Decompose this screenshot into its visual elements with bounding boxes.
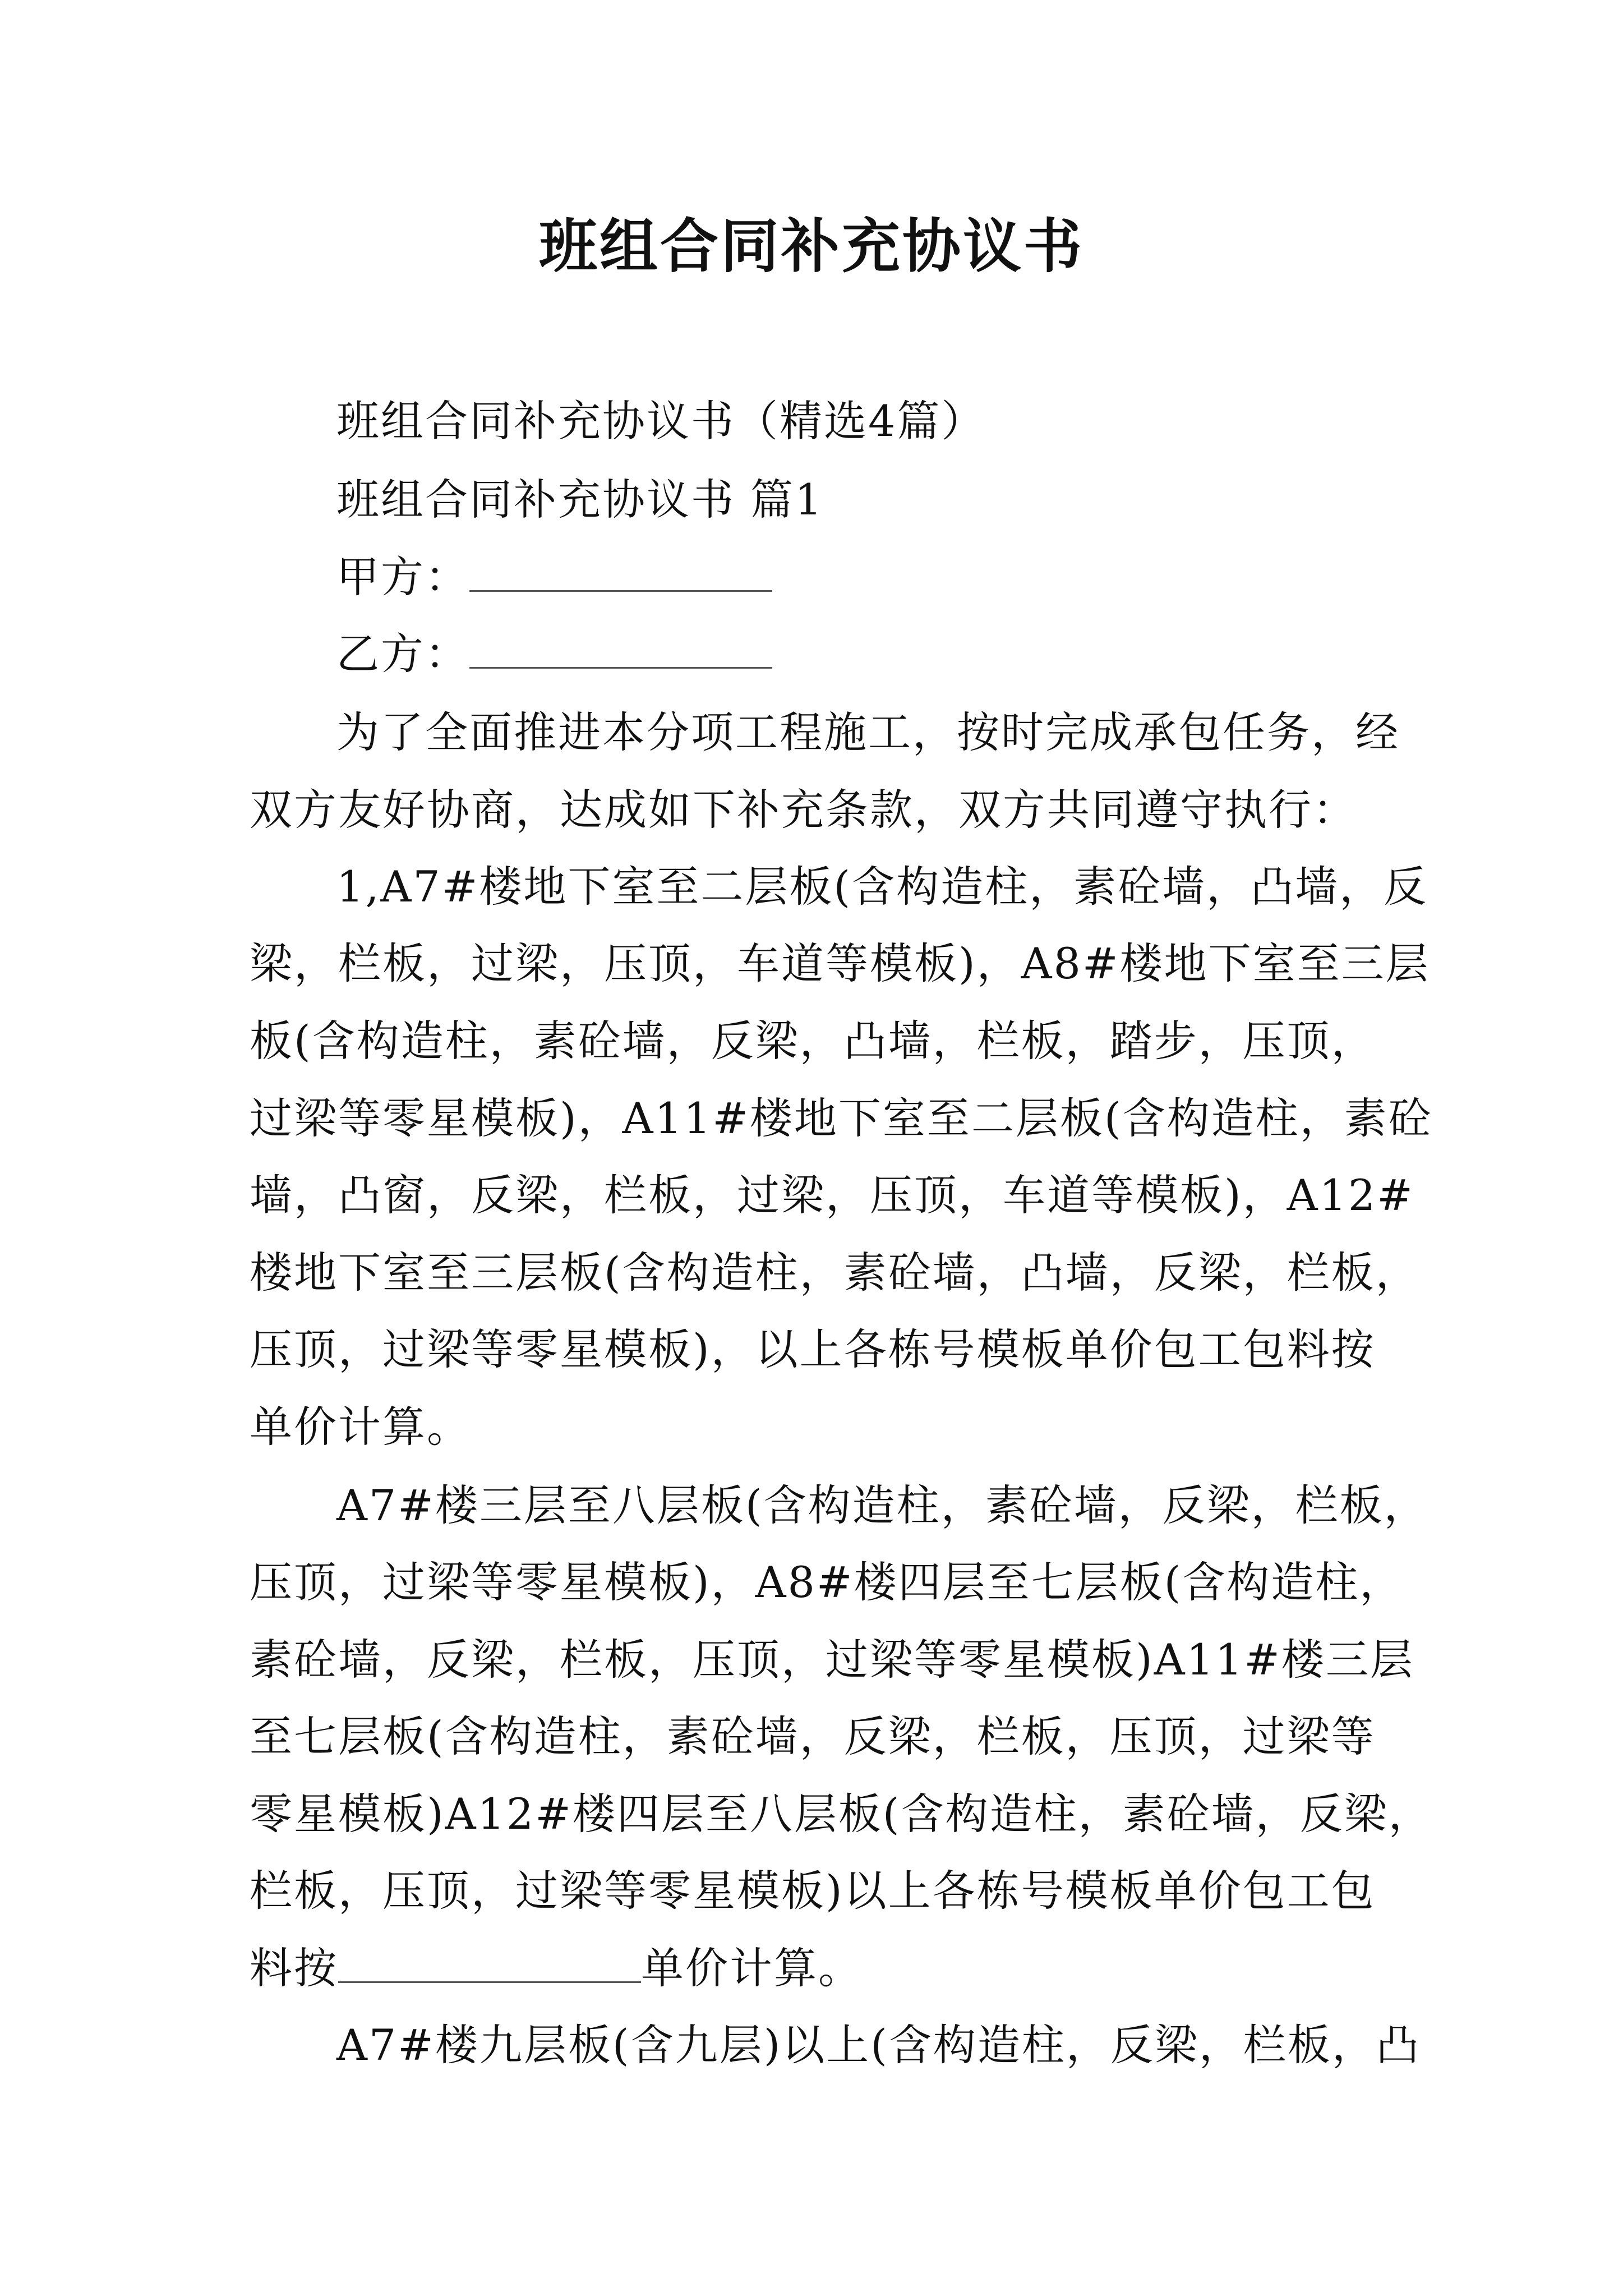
section-heading: 班组合同补充协议书 篇1 — [336, 475, 824, 524]
clause3-line: A7#楼九层板(含九层)以上(含构造柱，反梁，栏板，凸 — [336, 2020, 1421, 2070]
clause2-line: 素砼墙，反梁，栏板，压顶，过梁等零星模板)A11#楼三层 — [250, 1635, 1414, 1685]
price-blank — [338, 1976, 641, 1983]
party-b-label: 乙方： — [336, 629, 469, 679]
party-b-line — [336, 620, 772, 681]
intro-line: 双方友好协商，达成如下补充条款，双方共同遵守执行： — [250, 785, 1357, 835]
clause2-line: 压顶，过梁等零星模板)，A8#楼四层至七层板(含构造柱， — [250, 1557, 1404, 1607]
clause2-line: A7#楼三层至八层板(含构造柱，素砼墙，反梁，栏板， — [336, 1480, 1428, 1530]
subtitle: 班组合同补充协议书（精选4篇） — [336, 396, 986, 446]
clause2-line: 至七层板(含构造柱，素砼墙，反梁，栏板，压顶，过梁等 — [250, 1711, 1376, 1761]
clause2-line: 栏板，压顶，过梁等零星模板)以上各栋号模板单价包工包 — [250, 1866, 1376, 1916]
clause1-line: 过梁等零星模板)，A11#楼地下室至二层板(含构造柱，素砼 — [250, 1093, 1433, 1143]
clause1-line: 压顶，过梁等零星模板)，以上各栋号模板单价包工包料按 — [250, 1324, 1376, 1374]
clause1-line: 1,A7#楼地下室至二层板(含构造柱，素砼墙，凸墙，反 — [336, 862, 1428, 912]
clause2-line: 零星模板)A12#楼四层至八层板(含构造柱，素砼墙，反梁， — [250, 1789, 1433, 1839]
party-b-blank — [469, 661, 772, 669]
clause2-last-suffix: 单价计算。 — [641, 1943, 863, 1993]
clause2-last-prefix: 料按 — [250, 1943, 338, 1993]
clause2-last-line — [250, 1934, 863, 1995]
party-a-line — [336, 543, 772, 604]
clause1-line: 单价计算。 — [250, 1402, 471, 1452]
intro-line: 为了全面推进本分项工程施工，按时完成承包任务，经 — [336, 707, 1400, 757]
clause1-line: 梁，栏板，过梁，压顶，车道等模板)，A8#楼地下室至三层 — [250, 938, 1430, 988]
party-a-label: 甲方： — [336, 552, 469, 602]
clause1-line: 板(含构造柱，素砼墙，反梁，凸墙，栏板，踏步，压顶， — [250, 1016, 1376, 1066]
clause1-line: 墙，凸窗，反梁，栏板，过梁，压顶，车道等模板)，A12# — [250, 1170, 1414, 1220]
document-title: 班组合同补充协议书 — [538, 211, 1084, 280]
clause1-line: 楼地下室至三层板(含构造柱，素砼墙，凸墙，反梁，栏板， — [250, 1248, 1420, 1297]
party-a-blank — [469, 585, 772, 592]
